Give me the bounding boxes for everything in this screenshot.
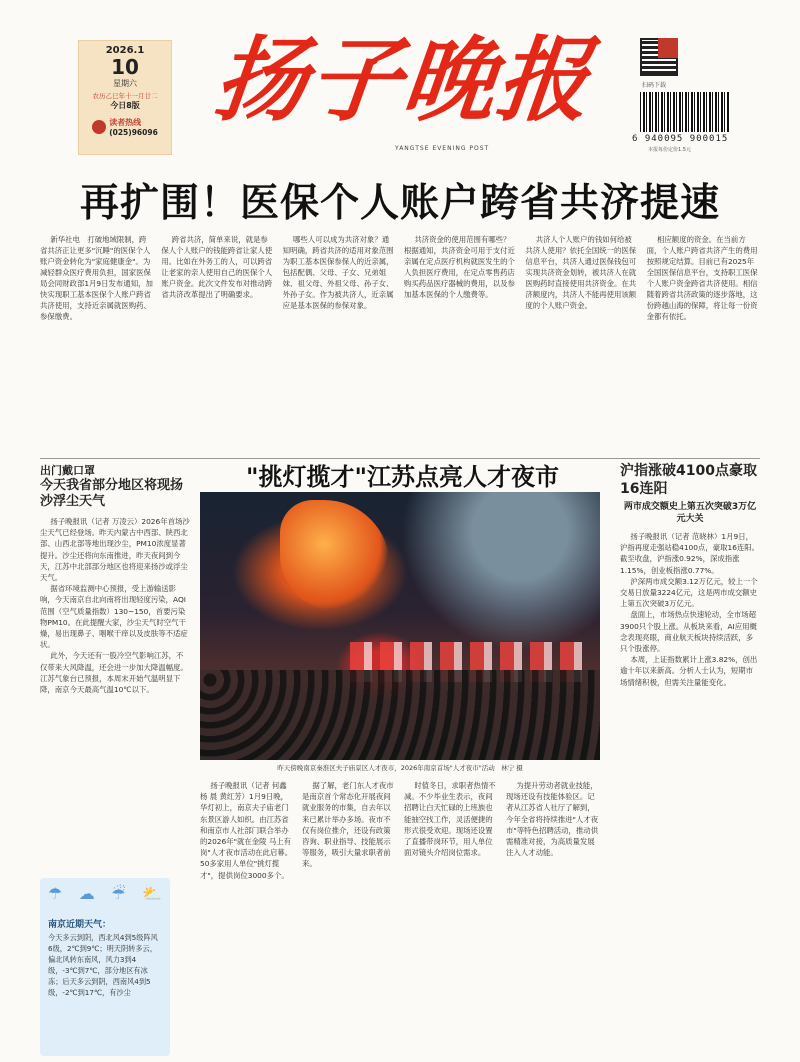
paragraph: 据省环境监测中心预报，受上游输送影响，今天南京自北向南将出现轻度污染，AQI范围（空气质量指数）130~150，首要污染物PM10。在此提醒大家，沙尘天气时空气干燥，易出现鼻子、咽喉干痒以及皮肤等不适症状。	[40, 584, 188, 650]
paragraph: 此外，今天还有一股冷空气影响江苏，不仅带来大风降温，还会进一步加大降温幅度。江苏气象台已预报，本周末开始气温明显下降，南京今天最高气温10℃以下。	[40, 651, 188, 695]
photo-caption: 昨天傍晚南京秦淮区夫子庙景区人才夜市，2026年南京首场"人才夜市"活动 林宁 摄	[277, 764, 523, 772]
weather-story	[40, 462, 190, 695]
newspaper-logo: 扬子晚报	[209, 26, 597, 134]
logo-subtitle: YANGTSE EVENING POST	[395, 145, 490, 152]
masthead	[0, 0, 800, 165]
page-count: 今日8版	[110, 101, 140, 110]
weather-box	[40, 878, 170, 1056]
story-title[interactable]: 沪指涨破4100点豪取16连阳	[620, 463, 757, 497]
feature-column: 扬子晚报讯（记者 何鑫 杨 晨 黄红芳）1月9日晚，华灯初上，南京夫子庙老门东景区游人如织。由江苏省和南京市人社部门联合举办的2026年"就在金陵 马上有岗"人才夜市活动在此启幕。50多家用人单位"挑灯揽才"，提供岗位3000多个。	[200, 781, 293, 880]
story-kicker: 出门戴口罩	[40, 464, 95, 477]
cloud-rain-icon: ☔	[111, 884, 126, 903]
cloud-icon: ☁	[78, 884, 95, 903]
date-day: 10	[111, 55, 139, 79]
date-box	[78, 40, 172, 155]
umbrella-icon: ☂	[48, 884, 63, 903]
qr-label: 扫码下载	[642, 82, 667, 89]
feature-headline[interactable]: "挑灯揽才"江苏点亮人才夜市	[245, 463, 559, 491]
feature-body	[200, 780, 600, 1056]
feature-column: 时值冬日，求职者热情不减。不少毕业生表示，夜间招聘让白天忙碌的上班族也能抽空找工作，灵活便捷的形式很受欢迎。现场还设置了直播带岗环节，用人单位面对镜头介绍岗位需求。	[404, 781, 496, 858]
story-body	[620, 531, 760, 688]
top-story-column: 跨省共济，简单来说，就是参保人个人账户的钱能跨省让家人使用。比如在外务工的人，可以跨省让老家的亲人使用自己的医保个人账户资金。此次文件发布对推动跨省共济改革提出了明确要求。	[161, 235, 273, 299]
night-market-photo	[200, 492, 600, 760]
top-story-column: 共济人个人账户的钱如何给被共济人使用？依托全国统一的医保信息平台，共济人通过医保钱包可实现共济资金划转，被共济人在就医购药时直接使用共济资金。在共济额度内，共济人不能再使用该额度的个人账户资金。	[525, 235, 637, 310]
barcode-icon	[640, 92, 730, 132]
paragraph: 本周，上证指数累计上涨3.82%，创出逾十年以来新高。分析人士认为，短期市场情绪积极，但需关注量能变化。	[620, 655, 758, 687]
barcode-number: 6 940095 900015	[632, 134, 729, 144]
horse-lantern	[280, 500, 390, 610]
weather-title: 南京近期天气：	[48, 920, 112, 930]
hotline-number: (025)96096	[109, 128, 158, 137]
top-story-body	[40, 234, 760, 456]
top-story-column: 哪些人可以成为共济对象？通知明确，跨省共济的适用对象范围为职工基本医保参保人的近亲属，包括配偶、父母、子女、兄弟姐妹、祖父母、外祖父母、孙子女、外孙子女。作为被共济人，近亲属应是基本医保的参保对象。	[282, 235, 394, 310]
main-headline[interactable]: 再扩围！医保个人账户跨省共济提速	[79, 181, 720, 226]
weather-icons	[48, 884, 162, 903]
story-title[interactable]: 今天我省部分地区将现扬沙浮尘天气	[40, 478, 184, 509]
paragraph: 扬子晚报讯（记者 万凌云）2026年首场沙尘天气已经登场。昨天内蒙古中西部、陕西北部、山西北部等地出现沙尘，PM10浓度显著提升。沙尘还将向东南推进，昨天夜间到今天，江苏中北部部分地区也将迎来扬沙或浮尘天气。	[40, 517, 190, 583]
stock-story	[620, 462, 760, 688]
top-story-column: 共济资金的使用范围有哪些？根据通知，共济资金可用于支付近亲属在定点医疗机构就医发生的个人负担医疗费用，在定点零售药店购买药品医疗器械的费用，以及参加基本医保的个人缴费等。	[404, 235, 515, 299]
top-story-column: 新华社电 打破地域限制，跨省共济正让更多"沉睡"的医保个人账户资金转化为"家庭健康金"。为减轻群众医疗费用负担，国家医保局会同财政部1月9日发布通知，加快实现职工基本医保个人账户跨省共济使用，支持近亲属就医购药、参保缴费。	[40, 235, 153, 321]
date-year-month: 2026.1	[105, 45, 145, 56]
story-body	[40, 516, 190, 695]
paragraph: 扬子晚报讯（记者 范晓林）1月9日，沪指再度走强站稳4100点，豪取16连阳。截至收盘，沪指涨0.92%，深成指涨1.15%，创业板指涨0.77%。	[620, 532, 760, 575]
hotline-label: 读者热线	[109, 118, 142, 127]
sun-cloud-icon: ⛅	[142, 884, 162, 903]
feature-column: 据了解，老门东人才夜市是南京首个常态化开展夜间就业服务的市集，自去年以来已累计举办多场。夜市不仅有岗位推介，还设有政策咨询、职业指导、技能展示等服务，吸引大量求职者前来。	[302, 781, 394, 869]
phone-icon	[92, 120, 106, 134]
crowd	[200, 670, 600, 760]
date-weekday: 星期六	[113, 79, 137, 88]
app-badge-icon	[658, 38, 678, 58]
date-lunar: 农历乙巳年十一月廿二	[92, 92, 158, 100]
top-story-column: 相应额度的资金。在当前方面，个人账户跨省共济产生的费用按照规定结算。目前已有2025年全国医保信息平台，支持职工医保个人账户资金跨省共济使用。相信随着跨省共济政策的逐步落地，这份跨越山海的保障，将让每一份资金都有依托。	[646, 235, 758, 321]
weather-text: 今天多云到阴，西北风4到5级阵风6级，2℃到9℃；明天阴转多云，偏北风转东南风，风力3到4级，-3℃到7℃，部分地区有冰冻；后天多云到阴，西南风4到5级，-2℃到17℃，有沙尘	[48, 933, 158, 997]
paragraph: 盘面上，市场热点快速轮动，全市场超3900只个股上涨。从板块来看，AI应用概念表现亮眼，商业航天板块持续活跃，多只个股涨停。	[620, 610, 757, 654]
price-note: 本报每份定价1.5元	[648, 147, 691, 153]
reader-hotline	[79, 117, 171, 137]
story-subtitle: 两市成交额史上第五次突破3万亿元大关	[623, 502, 757, 524]
paragraph: 沪深两市成交额3.12万亿元，较上一个交易日放量3224亿元，这是两市成交额史上第五次突破3万亿元。	[620, 576, 758, 609]
feature-column: 为提升劳动者就业技能，现场还设有技能体验区。记者从江苏省人社厅了解到，今年全省将持续推进"人才夜市"等特色招聘活动，推动供需精准对接，为高质量发展注入人才动能。	[506, 781, 599, 858]
